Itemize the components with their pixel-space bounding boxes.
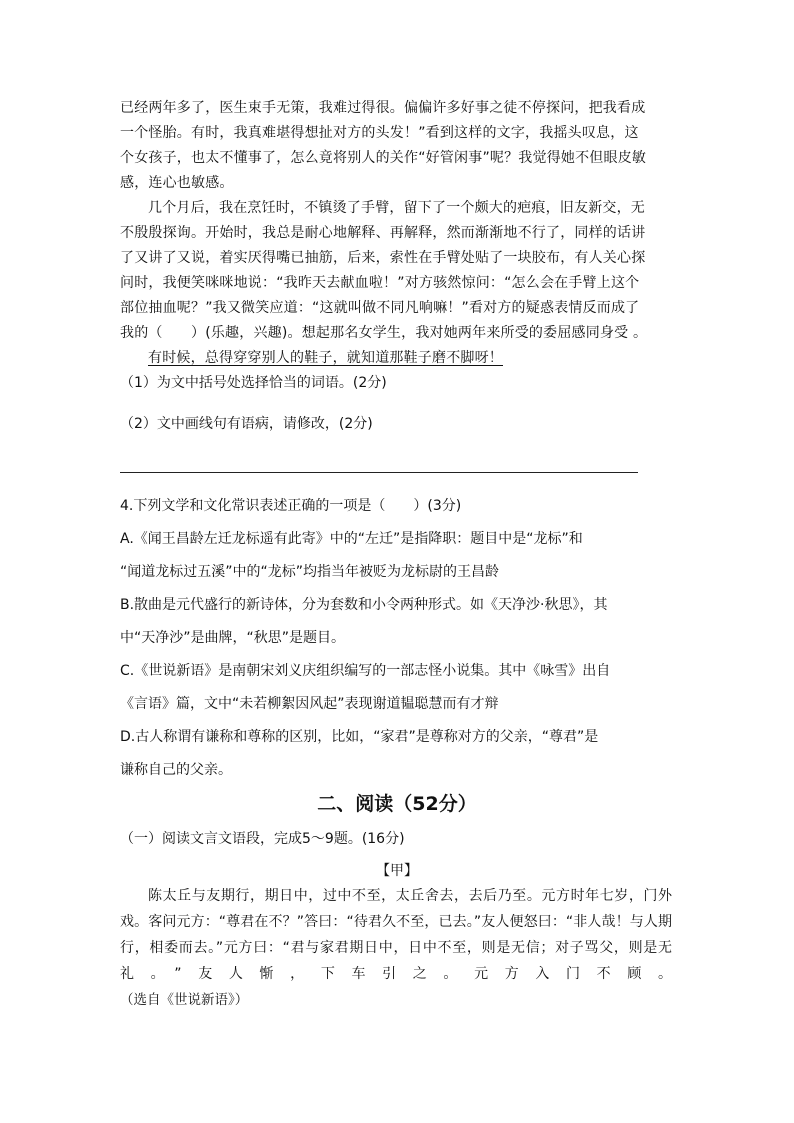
option-d-line-2: 谦称自己的父亲。 [120,762,232,778]
classical-text [120,883,672,1013]
option-a-line-1: A.《闻王昌龄左迁龙标遥有此寄》中的“左迁”是指降职：题目中是“龙标”和 [120,531,583,547]
option-d-line-1: D.古人称谓有谦称和尊称的区别，比如，“家君”是尊称对方的父亲，“尊君”是 [120,729,599,745]
passage-paragraph-1: 已经两年多了，医生束手无策，我难过得很。偏偏许多好事之徒不停探问，把我看成一个怪胎。有时，我真难堪得想扯对方的头发！”看到这样的文字，我摇头叹息，这个女孩子，也太不懂事了，怎么竟将别人的关作“好管闲事”呢？我觉得她不但眼皮敏感，连心也敏感。 [120,100,647,191]
question-4-stem: 4.下列文学和文化常识表述正确的一项是（ ）(3分) [120,498,462,514]
passage-paragraph-3 [120,346,652,371]
classical-source: （选自《世说新语》） [120,992,249,1008]
option-b-line-1: B.散曲是元代盛行的新诗体，分为套数和小令两种形式。如《天净沙·秋思》，其 [120,597,608,613]
question-4 [120,490,680,787]
passage-paragraph-2: 几个月后，我在烹饪时，不镇烫了手臂，留下了一个颇大的疤痕，旧友新交，无不殷殷探询。开始时，我总是耐心地解释、再解释，然而渐渐地不行了，同样的话讲了又讲了又说，着实厌得嘴已抽筋，后来，索性在手臂处贴了一块胶布，有人关心探问时，我便笑咪咪地说：“我昨天去献血啦！”对方骇然惊问：“怎么会在手臂上这个部位抽血呢？”我又微笑应道：“这就叫做不同凡响嘛！”看对方的疑惑表情反而成了我的（ ）(乐趣，兴趣)。想起那名女学生，我对她两年来所受的委屈感同身受 。 [120,200,648,341]
section-title: 二、阅读（52分） [317,793,477,815]
classical-passage: 陈太丘与友期行，期日中，过中不至，太丘舍去，去后乃至。元方时年七岁，门外戏。客问元方：“尊君在不？”答曰：“待君久不至，已去。”友人便怒曰：“非人哉！与人期行，相委而去。”元方曰：“君与家君期日中，日中不至，则是无信；对子骂父，则是无礼。”友人惭，下车引之。元方入门不顾。 [120,888,672,982]
option-b-line-2: 中“天净沙”是曲牌，“秋思”是题目。 [120,630,346,646]
option-c-line-1: C.《世说新语》是南朝宋刘义庆组织编写的一部志怪小说集。其中《咏雪》出自 [120,663,611,679]
option-a-line-2: “闻道龙标过五溪”中的“龙标”均指当年被贬为龙标尉的王昌龄 [120,564,500,580]
answer-line[interactable] [120,472,638,473]
question-2: （2）文中画线句有语病，请修改，(2分) [120,416,373,432]
reading-instructions: （一）阅读文言文语段，完成5～9题。(16分) [120,831,405,847]
option-c-line-2: 《言语》篇，文中“未若柳絮因风起”表现谢道韫聪慧而有才辩 [120,696,499,712]
underlined-sentence: 有时候，总得穿穿别人的鞋子，就知道那鞋子磨不脚呀！ [148,350,503,366]
text-label-jia: 【甲】 [376,863,418,879]
reading-passage [120,96,652,371]
question-1: （1）为文中括号处选择恰当的词语。(2分) [120,375,387,391]
